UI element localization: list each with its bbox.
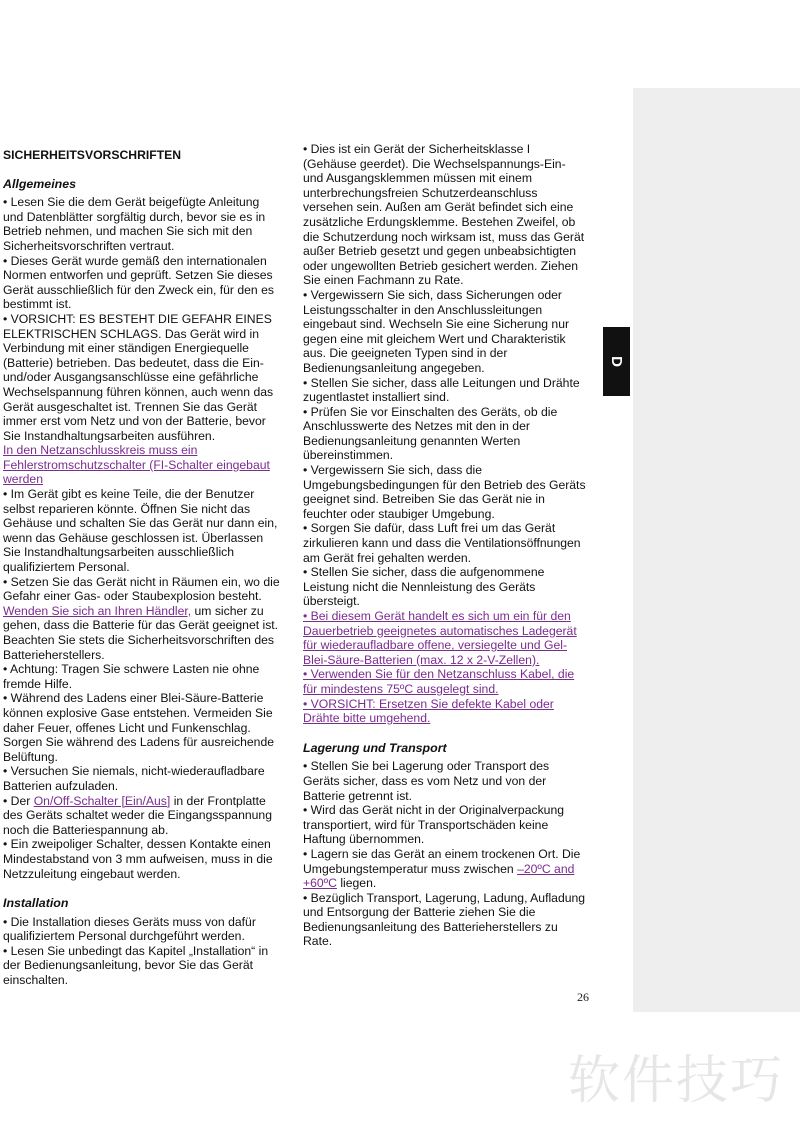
paragraph: • Lesen Sie die dem Gerät beigefügte Anleitung und Datenblätter sorgfältig durch, bevor sie es in Betrieb nehmen, und machen Sie sich mit den Sicherheitsvorschriften vertraut. bbox=[3, 195, 266, 253]
paragraph: • Prüfen Sie vor Einschalten des Geräts, ob die Anschlusswerte des Netzes mit den in der Bedienungsanleitung genannten Werten übereinstimmen. bbox=[303, 404, 558, 463]
chapter-tab-letter: D bbox=[608, 356, 625, 367]
paragraph bbox=[3, 794, 283, 838]
highlighted-paragraph: • Verwenden Sie für den Netzanschluss Kabel, die für mindestens 75ºC ausgelegt sind. bbox=[303, 667, 575, 696]
paragraph: • Ein zweipoliger Schalter, dessen Kontakte einen Mindestabstand von 3 mm aufweisen, muss in die Netzzuleitung eingebaut werden. bbox=[3, 837, 273, 881]
paragraph: • Stellen Sie sicher, dass alle Leitungen und Drähte zugentlastet installiert sind. bbox=[303, 375, 580, 405]
watermark: 软件技巧 bbox=[568, 1051, 785, 1111]
paragraph: • Wird das Gerät nicht in der Originalverpackung transportiert, wird für Transportschäden keine Haftung übernommen. bbox=[303, 803, 564, 847]
storage-heading: Lagerung und Transport bbox=[303, 740, 447, 755]
text-span: • Lagern sie das Gerät an einem trockenen Ort. Die Umgebungstemperatur muss zwischen bbox=[303, 846, 581, 876]
highlighted-text: –20ºC and +60ºC bbox=[303, 861, 575, 891]
text-span: in der Frontplatte des Geräts schaltet weder die Eingangsspannung noch die Batteriespannung ab. bbox=[3, 793, 272, 837]
paragraph: • Vergewissern Sie sich, dass die Umgebungsbedingungen für den Betrieb des Geräts geeignet sind. Betreiben Sie das Gerät nie in feuchter oder staubiger Umgebung. bbox=[303, 463, 586, 521]
paragraph: • Stellen Sie sicher, dass die aufgenommene Leistung nicht die Nennleistung des Geräts übersteigt. bbox=[303, 565, 545, 609]
chapter-tab bbox=[603, 327, 630, 396]
paragraph: • Dieses Gerät wurde gemäß den internationalen Normen entworfen und geprüft. Setzen Sie dieses Gerät ausschließlich für den Zweck ein, für den es bestimmt ist. bbox=[3, 253, 274, 312]
highlighted-text: Wenden Sie sich an Ihren Händler, bbox=[3, 603, 192, 618]
paragraph: • Im Gerät gibt es keine Teile, die der Benutzer selbst reparieren könnte. Öffnen Sie nicht das Gehäuse und schalten Sie das Gerät nur dann ein, wenn das Gehäuse geschlossen ist. Überlassen Sie Instandhaltungsarbeiten ausschließlich qualifiziertem Personal. bbox=[3, 487, 278, 575]
text-span: • Setzen Sie das Gerät nicht in Räumen ein, wo die Gefahr einer Gas- oder Staubexplosion besteht. bbox=[3, 574, 280, 604]
text-span: • Der bbox=[3, 793, 31, 808]
side-panel bbox=[633, 88, 800, 1012]
paragraph: • Stellen Sie bei Lagerung oder Transport des Geräts sicher, dass es vom Netz und von der Batterie getrennt ist. bbox=[303, 759, 550, 803]
page-title: SICHERHEITSVORSCHRIFTEN bbox=[3, 148, 182, 162]
general-heading: Allgemeines bbox=[3, 176, 76, 191]
text-span: um sicher zu gehen, dass die Batterie für das Gerät geeignet ist. Beachten Sie stets die Sicherheitsvorschriften des Batterieherstellers. bbox=[3, 603, 279, 662]
paragraph: • Vergewissern Sie sich, dass Sicherungen oder Leistungsschalter in den Anschlussleitungen eingebaut sind. Wechseln Sie eine Sicherung nur gegen eine mit gleichem Wert und Charakteristik aus. Die geeigneten Typen sind in der Bedienungsanleitung angegeben. bbox=[303, 287, 570, 375]
highlighted-text: On/Off-Schalter [Ein/Aus] bbox=[33, 793, 171, 808]
paragraph bbox=[303, 847, 586, 891]
paragraph: • VORSICHT: ES BESTEHT DIE GEFAHR EINES ELEKTRISCHEN SCHLAGS. Das Gerät wird in Verbindung mit einer ständigen Energiequelle (Batterie) betrieben. Das bedeutet, dass die Ein- und/oder Ausgangsanschlüsse eine gefährliche Wechselspannung führen können, auch wenn das Gerät ausgeschaltet ist. Trennen Sie das Gerät immer erst vom Netz und von der Batterie, bevor Sie Instandhaltungsarbeiten ausführen. bbox=[3, 311, 274, 443]
highlighted-paragraph: • Bei diesem Gerät handelt es sich um ein für den Dauerbetrieb geeignetes automatisches Ladegerät für wiederaufladbare offene, versiegelte und Gel-Blei-Säure-Batterien (max. 12 x 2-V-Zellen). bbox=[303, 609, 577, 667]
paragraph: • Versuchen Sie niemals, nicht-wiederaufladbare Batterien aufzuladen. bbox=[3, 764, 265, 793]
right-column bbox=[303, 142, 586, 949]
paragraph: • Achtung: Tragen Sie schwere Lasten nie ohne fremde Hilfe. bbox=[3, 662, 260, 691]
paragraph: • Lesen Sie unbedingt das Kapitel „Installation“ in der Bedienungsanleitung, bevor Sie das Gerät einschalten. bbox=[3, 943, 269, 988]
paragraph: • Während des Ladens einer Blei-Säure-Batterie können explosive Gase entstehen. Vermeiden Sie daher Feuer, offenes Licht und Funkenschlag. Sorgen Sie während des Ladens für ausreichende Belüftung. bbox=[3, 691, 275, 764]
left-column bbox=[3, 148, 283, 988]
paragraph bbox=[3, 575, 283, 663]
highlighted-paragraph: In den Netzanschlusskreis muss ein Fehlerstromschutzschalter (FI-Schalter eingebaut werden bbox=[3, 443, 270, 487]
highlighted-paragraph: • VORSICHT: Ersetzen Sie defekte Kabel oder Drähte bitte umgehend. bbox=[303, 696, 554, 726]
installation-heading: Installation bbox=[3, 896, 69, 911]
page-number: 26 bbox=[577, 990, 589, 1004]
paragraph: • Dies ist ein Gerät der Sicherheitsklasse I (Gehäuse geerdet). Die Wechselspannungs-Ein- und Ausgangsklemmen müssen mit einem unterbrechungsfreien Schutzerdeanschluss versehen sein. Außen am Gerät befindet sich eine zusätzliche Erdungsklemme. Bestehen Zweifel, ob die Schutzerdung noch wirksam ist, muss das Gerät außer Betrieb gesetzt und gegen unbeabsichtigten oder ungewollten Betrieb gesichert werden. Ziehen Sie einen Fachmann zu Rate. bbox=[303, 142, 585, 288]
text-span: liegen. bbox=[340, 876, 377, 891]
paragraph: • Sorgen Sie dafür, dass Luft frei um das Gerät zirkulieren kann und dass die Ventilationsöffnungen am Gerät frei gehalten werden. bbox=[303, 521, 581, 565]
paragraph: • Die Installation dieses Geräts muss von dafür qualifiziertem Personal durchgeführt werden. bbox=[3, 914, 256, 944]
paragraph: • Bezüglich Transport, Lagerung, Ladung, Aufladung und Entsorgung der Batterie ziehen Sie die Bedienungsanleitung des Batterieherstellers zu Rate. bbox=[303, 890, 586, 949]
